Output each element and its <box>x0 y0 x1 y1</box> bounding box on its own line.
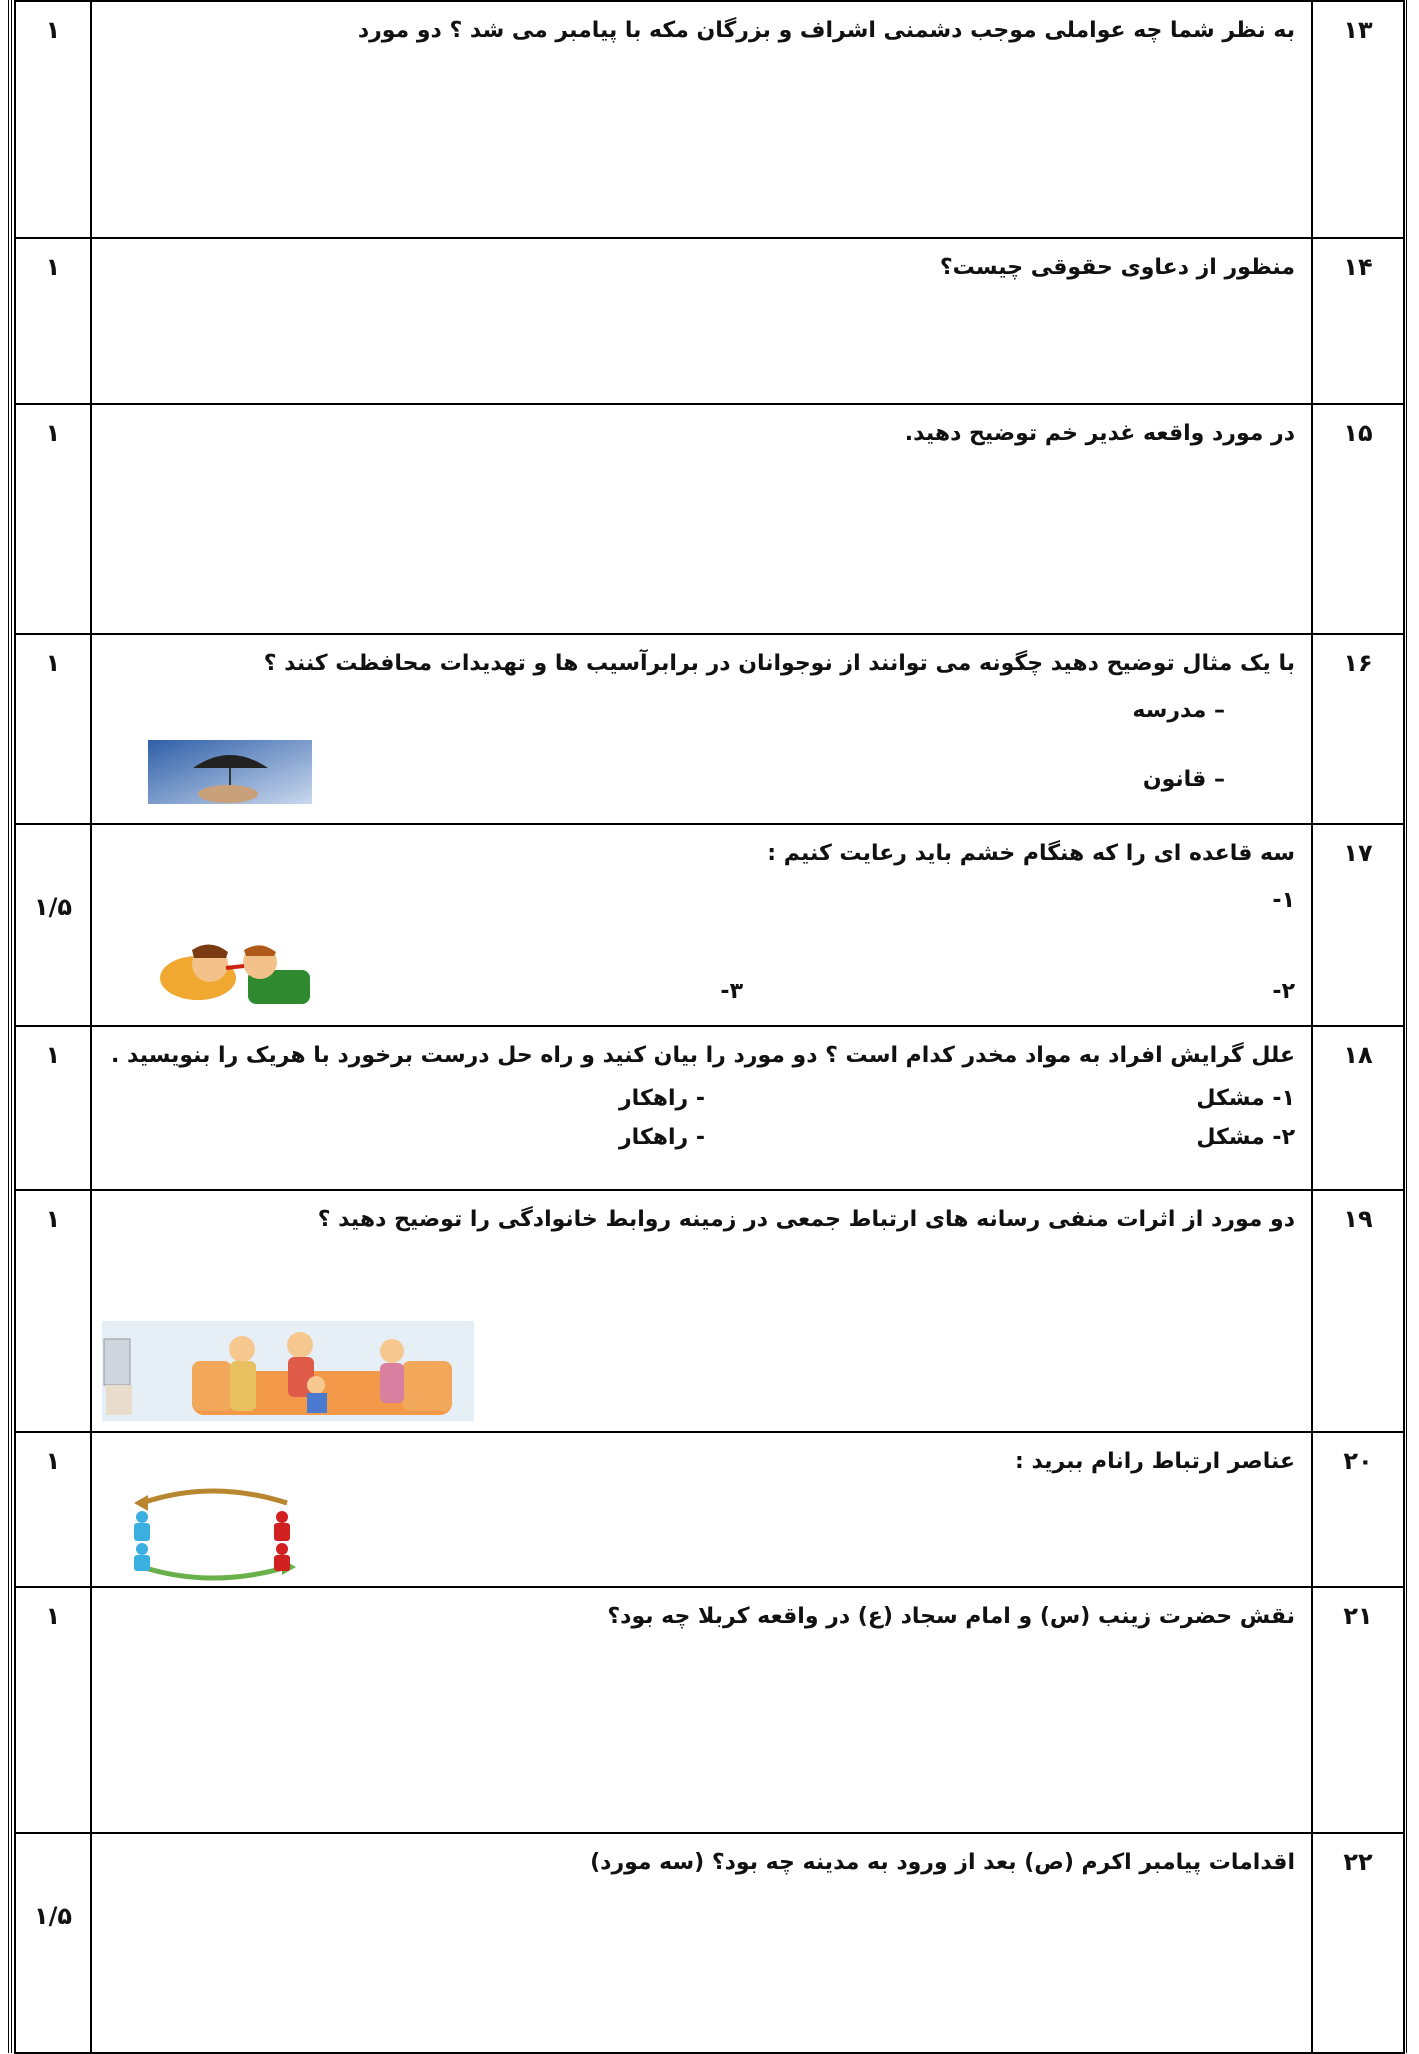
score-cell <box>15 1190 91 1432</box>
question-row-19 <box>15 1190 1404 1432</box>
question-text: منظور از دعاوی حقوقی چیست؟ <box>939 255 1295 280</box>
question-number: ۱۸ <box>1312 1026 1404 1190</box>
score-value: ۱ <box>45 1205 61 1233</box>
answer-item-3: ۳- <box>720 979 743 1004</box>
score-cell <box>15 1432 91 1587</box>
communication-diagram-image <box>122 1483 312 1581</box>
family-tv-image <box>102 1321 474 1421</box>
score-value: ۱ <box>45 1602 61 1630</box>
question-cell <box>91 238 1312 404</box>
question-text: سه قاعده ای را که هنگام خشم باید رعایت کنیم : <box>767 841 1295 866</box>
question-number: ۲۰ <box>1312 1432 1404 1587</box>
score-cell <box>15 404 91 634</box>
question-text: دو مورد از اثرات منفی رسانه های ارتباط جمعی در زمینه روابط خانوادگی را توضیح دهید ؟ <box>317 1207 1295 1232</box>
question-text: به نظر شما چه عواملی موجب دشمنی اشراف و بزرگان مکه با پیامبر می شد ؟ دو مورد <box>357 18 1295 43</box>
question-cell <box>91 404 1312 634</box>
question-row-13 <box>15 1 1404 238</box>
score-value: ۱ <box>45 649 61 677</box>
question-cell <box>91 1587 1312 1833</box>
solution-label-1: - راهکار <box>619 1085 705 1111</box>
question-cell <box>91 1432 1312 1587</box>
question-cell <box>91 1026 1312 1190</box>
score-value: ۱ <box>45 1041 61 1069</box>
score-value: ۱ <box>45 419 61 447</box>
problem-label-2: ۲- مشکل <box>1196 1124 1295 1150</box>
score-value: ۱ <box>45 16 61 44</box>
exam-table <box>14 0 1405 2054</box>
score-cell <box>15 634 91 824</box>
score-cell <box>15 1026 91 1190</box>
question-number: ۱۴ <box>1312 238 1404 404</box>
score-cell <box>15 1 91 238</box>
question-number: ۱۶ <box>1312 634 1404 824</box>
score-cell <box>15 1587 91 1833</box>
question-number: ۲۱ <box>1312 1587 1404 1833</box>
question-row-20 <box>15 1432 1404 1587</box>
score-cell <box>15 1833 91 2053</box>
score-value: ۱/۵ <box>33 893 73 921</box>
question-number: ۱۳ <box>1312 1 1404 238</box>
question-row-17 <box>15 824 1404 1026</box>
answer-item-law: – قانون <box>1142 766 1225 792</box>
question-number: ۱۹ <box>1312 1190 1404 1432</box>
question-row-14 <box>15 238 1404 404</box>
problem-label-1: ۱- مشکل <box>1196 1085 1295 1111</box>
score-cell <box>15 238 91 404</box>
question-text: علل گرایش افراد به مواد مخدر کدام است ؟ دو مورد را بیان کنید و راه حل درست برخورد با هریک را بنویسید . <box>111 1043 1295 1068</box>
question-text: در مورد واقعه غدیر خم توضیح دهید. <box>904 421 1295 446</box>
answer-row-1 <box>108 1086 1295 1111</box>
question-text: با یک مثال توضیح دهید چگونه می توانند از نوجوانان در برابرآسیب ها و تهدیدات محافظت کنند ؟ <box>263 651 1295 676</box>
question-row-18 <box>15 1026 1404 1190</box>
score-value: ۱ <box>45 1447 61 1475</box>
question-cell <box>91 824 1312 1026</box>
question-row-15 <box>15 404 1404 634</box>
question-row-16 <box>15 634 1404 824</box>
question-row-21 <box>15 1587 1404 1833</box>
umbrella-hand-image <box>148 740 312 804</box>
question-cell <box>91 1190 1312 1432</box>
score-cell <box>15 824 91 1026</box>
question-row-22 <box>15 1833 1404 2053</box>
solution-label-2: - راهکار <box>619 1124 705 1150</box>
question-number: ۱۷ <box>1312 824 1404 1026</box>
score-value: ۱/۵ <box>33 1902 73 1930</box>
answer-item-2: ۲- <box>1272 979 1295 1004</box>
question-text: نقش حضرت زینب (س) و امام سجاد (ع) در واقعه کربلا چه بود؟ <box>607 1604 1295 1629</box>
score-value: ۱ <box>45 253 61 281</box>
question-text: عناصر ارتباط رانام ببرید : <box>1015 1449 1295 1474</box>
answer-row-2 <box>108 1125 1295 1150</box>
question-cell <box>91 1833 1312 2053</box>
question-number: ۲۲ <box>1312 1833 1404 2053</box>
question-text: اقدامات پیامبر اکرم (ص) بعد از ورود به مدینه چه بود؟ (سه مورد) <box>590 1850 1295 1875</box>
question-cell <box>91 634 1312 824</box>
angry-people-image <box>148 940 322 1010</box>
answer-item-1: ۱- <box>1272 887 1295 913</box>
question-number: ۱۵ <box>1312 404 1404 634</box>
answer-item-school: – مدرسه <box>1132 697 1225 723</box>
question-cell <box>91 1 1312 238</box>
